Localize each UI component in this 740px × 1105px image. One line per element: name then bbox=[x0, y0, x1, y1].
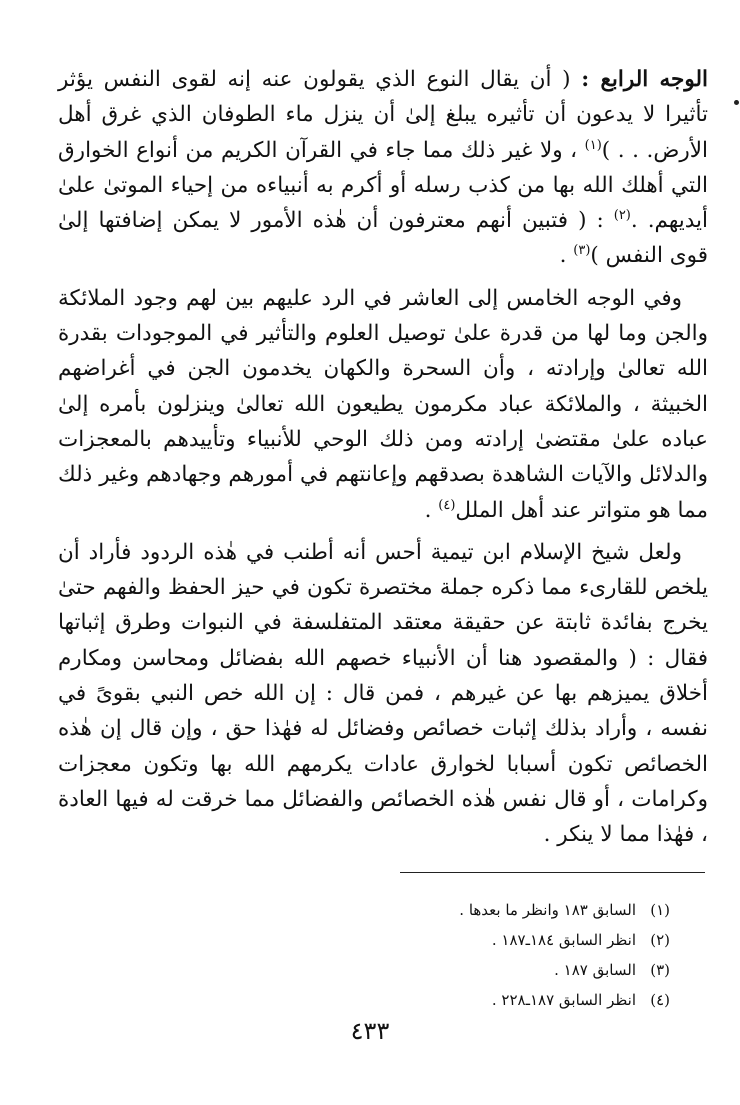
paragraph-1-text-b: ، ولا غير ذلك مما جاء في القرآن الكريم من أنواع الخوارق التي أهلك الله بها من كذب رسله أو أكرم به أنبياءه من إحياء الموتىٰ علىٰ أيديهم. . bbox=[58, 137, 708, 234]
footnote-number: (٢) bbox=[650, 931, 670, 949]
footnote-item bbox=[300, 985, 670, 1015]
footnote-divider bbox=[400, 872, 705, 873]
paragraph-1-text-a: ( أن يقال النوع الذي يقولون عنه إنه لقوى النفس يؤثر تأثيرا لا يدعون أن تأثيره يبلغ إلىٰ أن ينزل ماء الطوفان الذي غرق أهل الأرض. . . ) bbox=[58, 67, 708, 163]
footnote-text: السابق ١٨٣ وانظر ما بعدها . bbox=[459, 901, 636, 919]
footnote-number: (١) bbox=[650, 901, 670, 919]
footnote-text: السابق ١٨٧ . bbox=[554, 961, 636, 979]
footnote-ref-2: (٢) bbox=[613, 208, 631, 224]
paragraph-2 bbox=[58, 281, 708, 528]
footnote-ref-4: (٤) bbox=[438, 497, 456, 513]
paragraph-1-text-c: : ( فتبين أنهم معترفون أن هٰذه الأمور لا يمكن إضافتها إلىٰ قوى النفس ) bbox=[58, 208, 708, 269]
footnote-number: (٣) bbox=[650, 961, 670, 979]
paragraph-3 bbox=[58, 535, 708, 853]
body-text bbox=[58, 62, 708, 860]
footnote-number: (٤) bbox=[650, 991, 670, 1009]
footnote-text: انظر السابق ١٨٤ـ١٨٧ . bbox=[491, 931, 636, 949]
section-lead: الوجه الرابع : bbox=[581, 67, 708, 92]
footnotes bbox=[300, 895, 670, 1015]
page-number: ٤٣٣ bbox=[350, 1017, 390, 1045]
footnote-item bbox=[300, 895, 670, 925]
footnote-text: انظر السابق ١٨٧ـ٢٢٨ . bbox=[491, 991, 636, 1009]
footnote-item bbox=[300, 955, 670, 985]
paragraph-2-text: وفي الوجه الخامس إلى العاشر في الرد عليهم بين لهم وجود الملائكة والجن وما لها من قدرة علىٰ توصيل العلوم والتأثير في الموجودات بقدرة الله تعالىٰ وإرادته ، وأن السحرة والكهان يخدمون الجن في أغراضهم الخبيثة ، والملائكة عباد مكرمون يطيعون الله تعالىٰ وينزلون بأمره إلىٰ عباده علىٰ مقتضىٰ إرادته ومن ذلك الوحي للأنبياء وتأييدهم بالمعجزات والدلائل والآيات الشاهدة بصدقهم وإعانتهم في أمورهم وجهادهم وغير ذلك مما هو متواتر عند أهل الملل bbox=[58, 285, 708, 523]
scan-mark bbox=[734, 100, 739, 105]
footnote-ref-3: (٣) bbox=[573, 243, 591, 259]
paragraph-1-end: . bbox=[559, 243, 567, 269]
footnote-ref-1: (١) bbox=[584, 137, 602, 153]
footnote-item bbox=[300, 925, 670, 955]
paragraph-3-text: ولعل شيخ الإسلام ابن تيمية أحس أنه أطنب في هٰذه الردود فأراد أن يلخص للقارىء مما ذكره جملة مختصرة تكون في حيز الحفظ والفهم حتىٰ يخرج بفائدة ثابتة عن حقيقة معتقد المتفلسفة في النبوات وطرق إثباتها فقال : ( والمقصود هنا أن الأنبياء خصهم الله بفضائل ومحاسن ومكارم أخلاق يميزهم بها عن غيرهم ، فمن قال : إن الله خص النبي بقوىً في نفسه ، وأراد بذلك إثبات خصائص وفضائل له فهٰذا حق ، وإن قال إن هٰذه الخصائص تكون أسبابا لخوارق عادات يكرمهم الله بها وتكون معجزات وكرامات ، أو قال نفس هٰذه الخصائص والفضائل مما خرقت له فيها العادة ، فهٰذا مما لا ينكر . bbox=[58, 539, 709, 848]
paragraph-1 bbox=[58, 62, 708, 274]
paragraph-2-end: . bbox=[424, 497, 432, 523]
